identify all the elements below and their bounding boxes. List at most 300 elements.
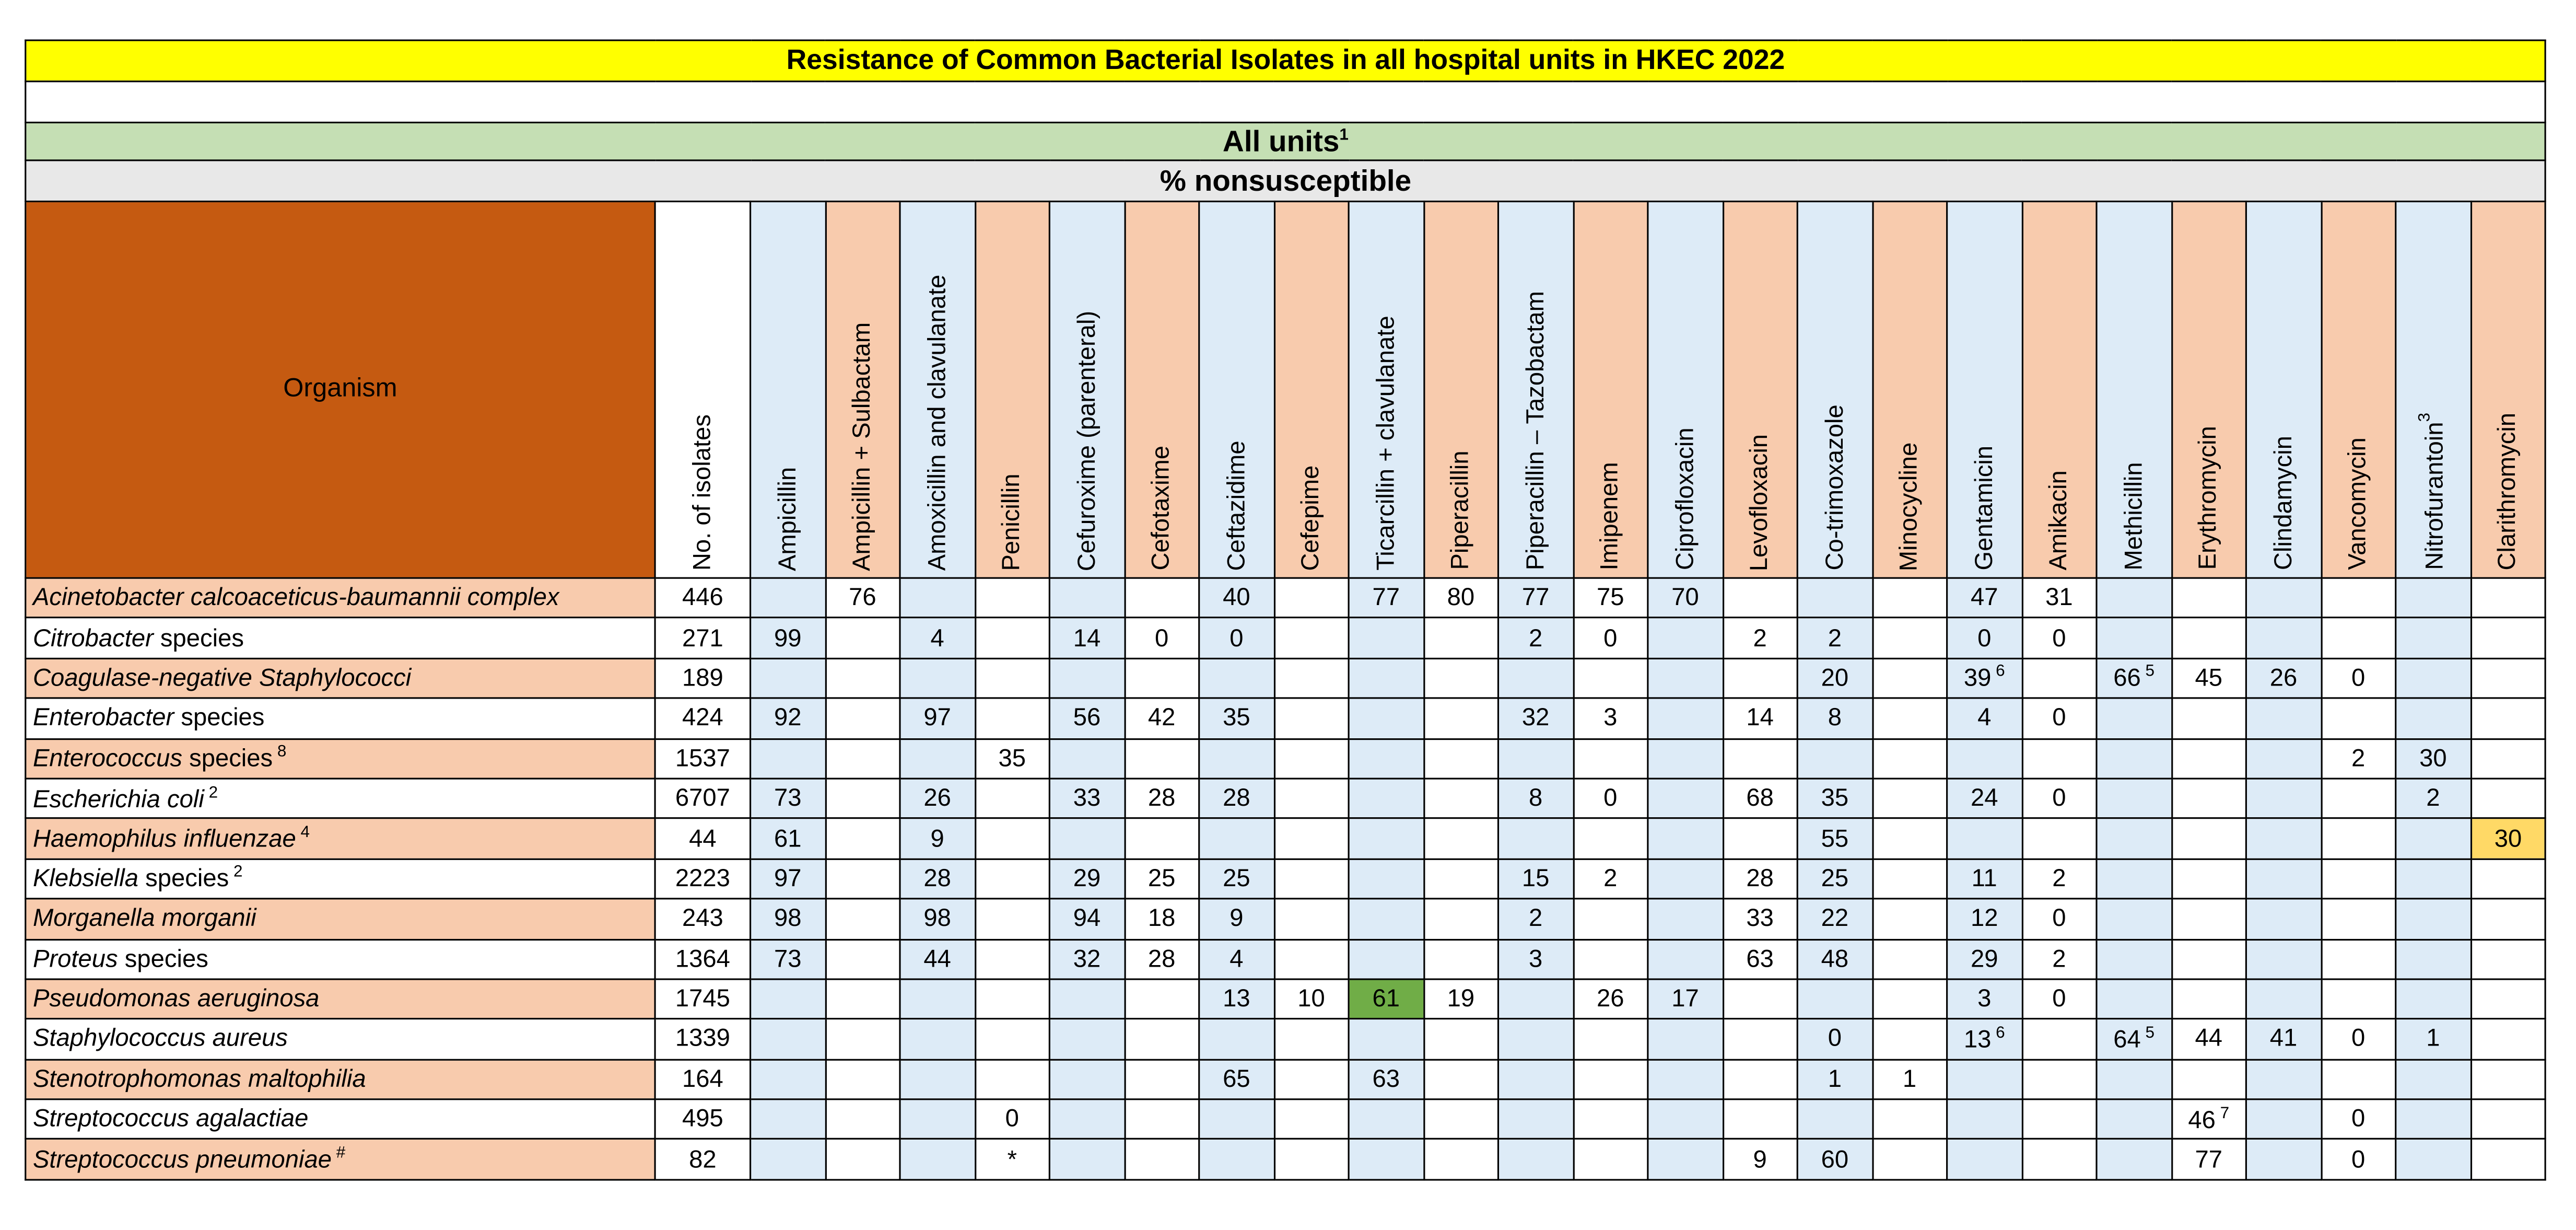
resistance-value-cell xyxy=(1648,698,1723,738)
resistance-value-cell: 47 xyxy=(1947,578,2022,618)
resistance-value-cell: 2 xyxy=(2396,779,2470,819)
value-footnote: 5 xyxy=(2140,663,2155,682)
resistance-value-cell: 2 xyxy=(1723,618,1797,658)
resistance-value-cell: 17 xyxy=(1648,979,1723,1019)
antibiotic-header xyxy=(751,202,825,578)
resistance-value-cell: 13 $^6$ xyxy=(1947,1019,2022,1060)
resistance-value-cell: 28 xyxy=(1125,939,1199,979)
resistance-value-cell xyxy=(1648,899,1723,939)
resistance-value-cell: 29 xyxy=(1049,858,1124,899)
resistance-value-cell xyxy=(2171,899,2246,939)
resistance-value-cell: 92 xyxy=(751,698,825,738)
resistance-value-cell: 3 xyxy=(1498,939,1573,979)
resistance-value-cell xyxy=(825,698,900,738)
resistance-value-cell xyxy=(825,899,900,939)
resistance-value-cell xyxy=(2022,1140,2097,1180)
resistance-value-cell xyxy=(751,1059,825,1099)
resistance-value-cell xyxy=(2321,698,2396,738)
resistance-value-cell xyxy=(2097,738,2171,779)
antibiotic-header xyxy=(2097,202,2171,578)
antibiotic-header-label: Clarithromycin xyxy=(2494,413,2522,571)
resistance-value-cell: 0 xyxy=(2022,618,2097,658)
antibiotic-header-label: Clindamycin xyxy=(2269,436,2298,571)
resistance-value-cell xyxy=(1423,1099,1498,1140)
antibiotic-header xyxy=(1947,202,2022,578)
table-row xyxy=(26,1059,2546,1099)
resistance-value-cell: 0 xyxy=(2022,899,2097,939)
organism-name: Enterobacter xyxy=(32,704,174,733)
isolates-cell: 2223 xyxy=(655,858,751,899)
resistance-value-cell xyxy=(1423,658,1498,699)
resistance-value-cell xyxy=(2321,858,2396,899)
resistance-value-cell xyxy=(1723,979,1797,1019)
resistance-value-cell xyxy=(2470,618,2546,658)
resistance-value-cell xyxy=(1947,819,2022,859)
resistance-value-cell xyxy=(1872,779,1947,819)
resistance-value-cell: 48 xyxy=(1797,939,1872,979)
resistance-value-cell xyxy=(1349,899,1423,939)
resistance-value-cell: 94 xyxy=(1049,899,1124,939)
organism-suffix: species xyxy=(153,624,244,653)
resistance-value-cell: 9 xyxy=(900,819,975,859)
organism-cell xyxy=(26,858,655,899)
organism-cell xyxy=(26,618,655,658)
antibiotic-header-label: Co-trimoxazole xyxy=(1821,404,1849,571)
resistance-value-cell xyxy=(2470,858,2546,899)
resistance-value-cell: 76 xyxy=(825,578,900,618)
resistance-value-cell xyxy=(900,658,975,699)
resistance-value-cell: 4 xyxy=(900,618,975,658)
resistance-value-cell xyxy=(900,1019,975,1060)
resistance-value-cell: 2 xyxy=(2022,939,2097,979)
resistance-value-cell xyxy=(1872,899,1947,939)
resistance-value-cell xyxy=(2246,899,2321,939)
resistance-value-cell xyxy=(1872,1140,1947,1180)
resistance-value-cell: 22 xyxy=(1797,899,1872,939)
resistance-value-cell: 9 xyxy=(1723,1140,1797,1180)
resistance-value-cell xyxy=(2321,939,2396,979)
resistance-value-cell xyxy=(1872,819,1947,859)
resistance-value-cell xyxy=(1573,1140,1648,1180)
antibiotic-header-label: Ampicillin xyxy=(774,466,802,571)
isolates-cell: 1364 xyxy=(655,939,751,979)
resistance-value-cell xyxy=(2097,979,2171,1019)
resistance-value-cell xyxy=(1648,939,1723,979)
resistance-value-cell xyxy=(1125,1019,1199,1060)
organism-cell xyxy=(26,738,655,779)
resistance-value-cell xyxy=(2171,779,2246,819)
resistance-value-cell: 12 xyxy=(1947,899,2022,939)
resistance-value-cell xyxy=(2246,618,2321,658)
resistance-value-cell xyxy=(2321,618,2396,658)
antibiotic-header-label: Methicillin xyxy=(2120,462,2148,571)
resistance-value-cell xyxy=(751,1140,825,1180)
resistance-value-cell xyxy=(1872,698,1947,738)
organism-name: Klebsiella xyxy=(32,865,139,894)
resistance-value-cell: 80 xyxy=(1423,578,1498,618)
resistance-value-cell xyxy=(1274,698,1349,738)
units-footnote: 1 xyxy=(1339,125,1349,144)
resistance-value-cell xyxy=(2246,738,2321,779)
organism-footnote: # xyxy=(332,1144,346,1163)
resistance-value-cell xyxy=(1049,1019,1124,1060)
organism-cell xyxy=(26,698,655,738)
resistance-value-cell xyxy=(900,578,975,618)
organism-cell xyxy=(26,819,655,859)
resistance-value-cell: 33 xyxy=(1049,779,1124,819)
isolates-cell: 1537 xyxy=(655,738,751,779)
table-row xyxy=(26,698,2546,738)
resistance-value-cell xyxy=(1797,979,1872,1019)
resistance-value-cell xyxy=(2097,1140,2171,1180)
resistance-value-cell: 8 xyxy=(1797,698,1872,738)
resistance-value-cell xyxy=(2470,1059,2546,1099)
table-body xyxy=(26,578,2546,1179)
table-row xyxy=(26,939,2546,979)
resistance-value-cell xyxy=(1349,698,1423,738)
organism-cell xyxy=(26,1019,655,1060)
resistance-value-cell xyxy=(1648,1059,1723,1099)
resistance-value-cell xyxy=(1274,899,1349,939)
organism-name: Enterococcus xyxy=(32,745,182,773)
resistance-value-cell xyxy=(1199,1099,1274,1140)
resistance-value-cell xyxy=(975,1019,1049,1060)
resistance-value-cell xyxy=(975,779,1049,819)
resistance-value-cell: 26 xyxy=(1573,979,1648,1019)
resistance-value-cell xyxy=(1199,658,1274,699)
resistance-value-cell xyxy=(2022,1099,2097,1140)
antibiotic-header-label: Minocycline xyxy=(1895,442,1924,571)
resistance-value-cell xyxy=(825,939,900,979)
resistance-value-cell: 0 xyxy=(1125,618,1199,658)
resistance-value-cell xyxy=(1648,1140,1723,1180)
resistance-value-cell xyxy=(2470,1099,2546,1140)
resistance-value-cell: 64 $^5$ xyxy=(2097,1019,2171,1060)
organism-header xyxy=(26,202,655,578)
antibiotic-footnote: 3 xyxy=(2416,413,2435,423)
resistance-value-cell xyxy=(2097,1059,2171,1099)
resistance-value-cell xyxy=(825,1140,900,1180)
resistance-value-cell: 66 $^5$ xyxy=(2097,658,2171,699)
resistance-value-cell xyxy=(1872,658,1947,699)
resistance-value-cell xyxy=(1349,939,1423,979)
organism-suffix: species xyxy=(118,945,208,973)
antibiotic-header-label: Piperacillin xyxy=(1447,451,1475,571)
resistance-value-cell: 2 xyxy=(1498,899,1573,939)
resistance-value-cell xyxy=(2246,979,2321,1019)
resistance-value-cell xyxy=(1723,819,1797,859)
antibiotic-header-label: Cefepime xyxy=(1297,465,1326,571)
resistance-value-cell: 28 xyxy=(900,858,975,899)
resistance-value-cell xyxy=(975,819,1049,859)
antibiotic-header-label: Erythromycin xyxy=(2195,426,2223,571)
organism-name: Coagulase-negative Staphylococci xyxy=(32,664,412,692)
organism-cell xyxy=(26,578,655,618)
resistance-value-cell: 3 xyxy=(1573,698,1648,738)
table-row xyxy=(26,578,2546,618)
antibiotic-header xyxy=(2396,202,2470,578)
resistance-value-cell xyxy=(1498,738,1573,779)
antibiotic-header xyxy=(825,202,900,578)
antibiotic-header-label: Gentamicin xyxy=(1970,446,1998,571)
resistance-value-cell xyxy=(1573,1059,1648,1099)
isolates-cell: 44 xyxy=(655,819,751,859)
table-row xyxy=(26,779,2546,819)
resistance-value-cell xyxy=(1125,578,1199,618)
blank-row xyxy=(26,82,2546,123)
antibiotic-header xyxy=(1648,202,1723,578)
resistance-value-cell xyxy=(1423,899,1498,939)
resistance-value-cell xyxy=(1872,979,1947,1019)
antibiotic-header xyxy=(2321,202,2396,578)
resistance-value-cell xyxy=(1274,858,1349,899)
isolates-cell: 495 xyxy=(655,1099,751,1140)
resistance-value-cell: 2 xyxy=(1573,858,1648,899)
resistance-value-cell xyxy=(1423,819,1498,859)
organism-cell xyxy=(26,1099,655,1140)
isolates-cell: 243 xyxy=(655,899,751,939)
resistance-value-cell xyxy=(2171,698,2246,738)
antibiotic-header xyxy=(900,202,975,578)
resistance-value-cell xyxy=(751,1019,825,1060)
subtitle-row xyxy=(26,160,2546,202)
resistance-value-cell: 0 xyxy=(2022,779,2097,819)
resistance-value-cell: 30 xyxy=(2470,819,2546,859)
resistance-value-cell: 25 xyxy=(1199,858,1274,899)
resistance-value-cell xyxy=(1125,738,1199,779)
resistance-value-cell xyxy=(1049,738,1124,779)
resistance-value-cell xyxy=(1573,658,1648,699)
organism-name: Streptococcus agalactiae xyxy=(32,1105,309,1134)
resistance-value-cell xyxy=(1199,1140,1274,1180)
resistance-value-cell: 30 xyxy=(2396,738,2470,779)
table-row xyxy=(26,738,2546,779)
resistance-value-cell xyxy=(1648,858,1723,899)
resistance-value-cell xyxy=(1872,578,1947,618)
resistance-value-cell: 70 xyxy=(1648,578,1723,618)
resistance-value-cell: 39 $^6$ xyxy=(1947,658,2022,699)
resistance-value-cell: 0 xyxy=(2321,1140,2396,1180)
resistance-value-cell xyxy=(2171,858,2246,899)
resistance-value-cell xyxy=(1199,1019,1274,1060)
resistance-value-cell xyxy=(1573,1099,1648,1140)
isolates-cell: 446 xyxy=(655,578,751,618)
organism-cell xyxy=(26,979,655,1019)
antibiotic-header-label: Piperacillin – Tazobactam xyxy=(1521,291,1550,571)
resistance-value-cell xyxy=(1723,1019,1797,1060)
organism-name: Staphylococcus aureus xyxy=(32,1025,288,1053)
resistance-value-cell xyxy=(1125,819,1199,859)
resistance-value-cell xyxy=(2470,738,2546,779)
resistance-value-cell xyxy=(1349,658,1423,699)
resistance-value-cell xyxy=(975,1059,1049,1099)
resistance-value-cell xyxy=(2246,939,2321,979)
isolates-cell: 6707 xyxy=(655,779,751,819)
resistance-value-cell: 0 xyxy=(2022,698,2097,738)
organism-footnote: 2 xyxy=(204,783,218,802)
resistance-value-cell xyxy=(1423,1140,1498,1180)
resistance-value-cell: 99 xyxy=(751,618,825,658)
value-footnote: 7 xyxy=(2215,1105,2230,1123)
table-row xyxy=(26,1099,2546,1140)
resistance-value-cell: 29 xyxy=(1947,939,2022,979)
resistance-value-cell xyxy=(825,779,900,819)
resistance-value-cell xyxy=(1125,1099,1199,1140)
resistance-value-cell xyxy=(1274,779,1349,819)
organism-name: Escherichia coli xyxy=(32,785,204,814)
table-row xyxy=(26,858,2546,899)
resistance-value-cell: 32 xyxy=(1498,698,1573,738)
resistance-value-cell xyxy=(2396,858,2470,899)
resistance-value-cell: 15 xyxy=(1498,858,1573,899)
resistance-value-cell xyxy=(2171,1059,2246,1099)
resistance-value-cell: 0 xyxy=(975,1099,1049,1140)
subtitle: % nonsusceptible xyxy=(26,160,2546,202)
resistance-value-cell: 98 xyxy=(900,899,975,939)
resistance-value-cell xyxy=(1349,858,1423,899)
resistance-value-cell xyxy=(1573,899,1648,939)
resistance-value-cell xyxy=(1274,1059,1349,1099)
organism-footnote: 2 xyxy=(229,864,243,883)
resistance-value-cell xyxy=(1049,658,1124,699)
resistance-value-cell xyxy=(2470,698,2546,738)
resistance-value-cell: 63 xyxy=(1723,939,1797,979)
resistance-value-cell xyxy=(1947,1099,2022,1140)
resistance-value-cell xyxy=(2246,578,2321,618)
resistance-value-cell: 77 xyxy=(1498,578,1573,618)
resistance-value-cell xyxy=(825,1019,900,1060)
resistance-value-cell xyxy=(975,899,1049,939)
resistance-value-cell xyxy=(1349,738,1423,779)
resistance-value-cell xyxy=(2171,979,2246,1019)
resistance-value-cell: 8 xyxy=(1498,779,1573,819)
resistance-value-cell xyxy=(1049,1059,1124,1099)
antibiotic-header-label: Vancomycin xyxy=(2344,438,2372,571)
resistance-value-cell: 40 xyxy=(1199,578,1274,618)
organism-name: Citrobacter xyxy=(32,624,154,653)
resistance-value-cell xyxy=(975,578,1049,618)
resistance-value-cell xyxy=(1872,738,1947,779)
resistance-value-cell xyxy=(1423,779,1498,819)
resistance-value-cell: 55 xyxy=(1797,819,1872,859)
resistance-value-cell xyxy=(1423,618,1498,658)
resistance-value-cell xyxy=(2246,779,2321,819)
antibiotic-header-label: Ceftazidime xyxy=(1222,440,1251,571)
resistance-value-cell xyxy=(900,738,975,779)
resistance-value-cell xyxy=(1125,658,1199,699)
resistance-value-cell xyxy=(1274,578,1349,618)
antibiotic-header xyxy=(1872,202,1947,578)
resistance-value-cell xyxy=(1498,819,1573,859)
isolates-cell: 1745 xyxy=(655,979,751,1019)
resistance-value-cell: 44 xyxy=(900,939,975,979)
resistance-value-cell xyxy=(1049,578,1124,618)
resistance-value-cell xyxy=(1199,819,1274,859)
resistance-value-cell xyxy=(751,658,825,699)
resistance-value-cell xyxy=(1797,578,1872,618)
antibiotic-header-label: Nitrofurantoin$^3$ xyxy=(2416,413,2450,571)
resistance-value-cell xyxy=(2396,1099,2470,1140)
resistance-value-cell: 97 xyxy=(751,858,825,899)
resistance-value-cell: 0 xyxy=(2022,979,2097,1019)
antibiotic-header-label: Levofloxacin xyxy=(1746,433,1774,571)
resistance-value-cell: 9 xyxy=(1199,899,1274,939)
organism-name: Stenotrophomonas maltophilia xyxy=(32,1065,366,1094)
resistance-value-cell: 35 xyxy=(975,738,1049,779)
resistance-value-cell: 19 xyxy=(1423,979,1498,1019)
resistance-value-cell xyxy=(1349,618,1423,658)
organism-suffix: species xyxy=(182,745,273,773)
resistance-value-cell xyxy=(1872,1099,1947,1140)
antibiotic-header xyxy=(1274,202,1349,578)
resistance-value-cell: 42 xyxy=(1125,698,1199,738)
resistance-value-cell: 73 xyxy=(751,939,825,979)
antibiotic-header-label: Ticarcillin + clavulanate xyxy=(1372,316,1400,571)
isolates-cell: 1339 xyxy=(655,1019,751,1060)
resistance-value-cell xyxy=(2246,1059,2321,1099)
resistance-value-cell xyxy=(1423,1059,1498,1099)
resistance-value-cell xyxy=(1049,979,1124,1019)
resistance-value-cell xyxy=(975,618,1049,658)
resistance-value-cell xyxy=(1349,1099,1423,1140)
antibiotic-header xyxy=(1049,202,1124,578)
organism-cell xyxy=(26,658,655,699)
resistance-value-cell xyxy=(2396,899,2470,939)
antibiotic-header-label: Imipenem xyxy=(1596,462,1625,571)
resistance-value-cell: 31 xyxy=(2022,578,2097,618)
resistance-value-cell: 33 xyxy=(1723,899,1797,939)
resistance-value-cell xyxy=(1797,1099,1872,1140)
resistance-value-cell xyxy=(1423,698,1498,738)
resistance-value-cell xyxy=(825,979,900,1019)
organism-suffix: species xyxy=(174,704,265,733)
resistance-value-cell: 0 xyxy=(1573,779,1648,819)
resistance-value-cell: 56 xyxy=(1049,698,1124,738)
resistance-value-cell: 63 xyxy=(1349,1059,1423,1099)
resistance-value-cell: 2 xyxy=(2022,858,2097,899)
resistance-value-cell xyxy=(2470,939,2546,979)
resistance-value-cell xyxy=(2396,658,2470,699)
isolates-cell: 189 xyxy=(655,658,751,699)
resistance-value-cell xyxy=(1274,738,1349,779)
antibiotic-header xyxy=(1199,202,1274,578)
resistance-value-cell xyxy=(1648,819,1723,859)
resistance-value-cell: 0 xyxy=(2321,658,2396,699)
organism-name: Pseudomonas aeruginosa xyxy=(32,985,320,1013)
resistance-value-cell: 25 xyxy=(1797,858,1872,899)
resistance-value-cell xyxy=(2321,899,2396,939)
antibiotic-header xyxy=(1125,202,1199,578)
resistance-value-cell xyxy=(1947,1140,2022,1180)
resistance-value-cell: 20 xyxy=(1797,658,1872,699)
resistance-value-cell xyxy=(1049,1140,1124,1180)
resistance-value-cell xyxy=(2097,698,2171,738)
resistance-value-cell xyxy=(1872,939,1947,979)
organism-name: Morganella morganii xyxy=(32,904,256,933)
resistance-value-cell xyxy=(1498,979,1573,1019)
resistance-value-cell: 13 xyxy=(1199,979,1274,1019)
resistance-value-cell xyxy=(2097,819,2171,859)
resistance-value-cell xyxy=(2470,1019,2546,1060)
resistance-value-cell: 28 xyxy=(1125,779,1199,819)
organism-cell xyxy=(26,779,655,819)
resistance-value-cell: 45 xyxy=(2171,658,2246,699)
resistance-value-cell xyxy=(1648,1019,1723,1060)
resistance-value-cell xyxy=(1723,578,1797,618)
resistance-value-cell: 10 xyxy=(1274,979,1349,1019)
antibiotic-header xyxy=(975,202,1049,578)
resistance-value-cell xyxy=(2171,738,2246,779)
